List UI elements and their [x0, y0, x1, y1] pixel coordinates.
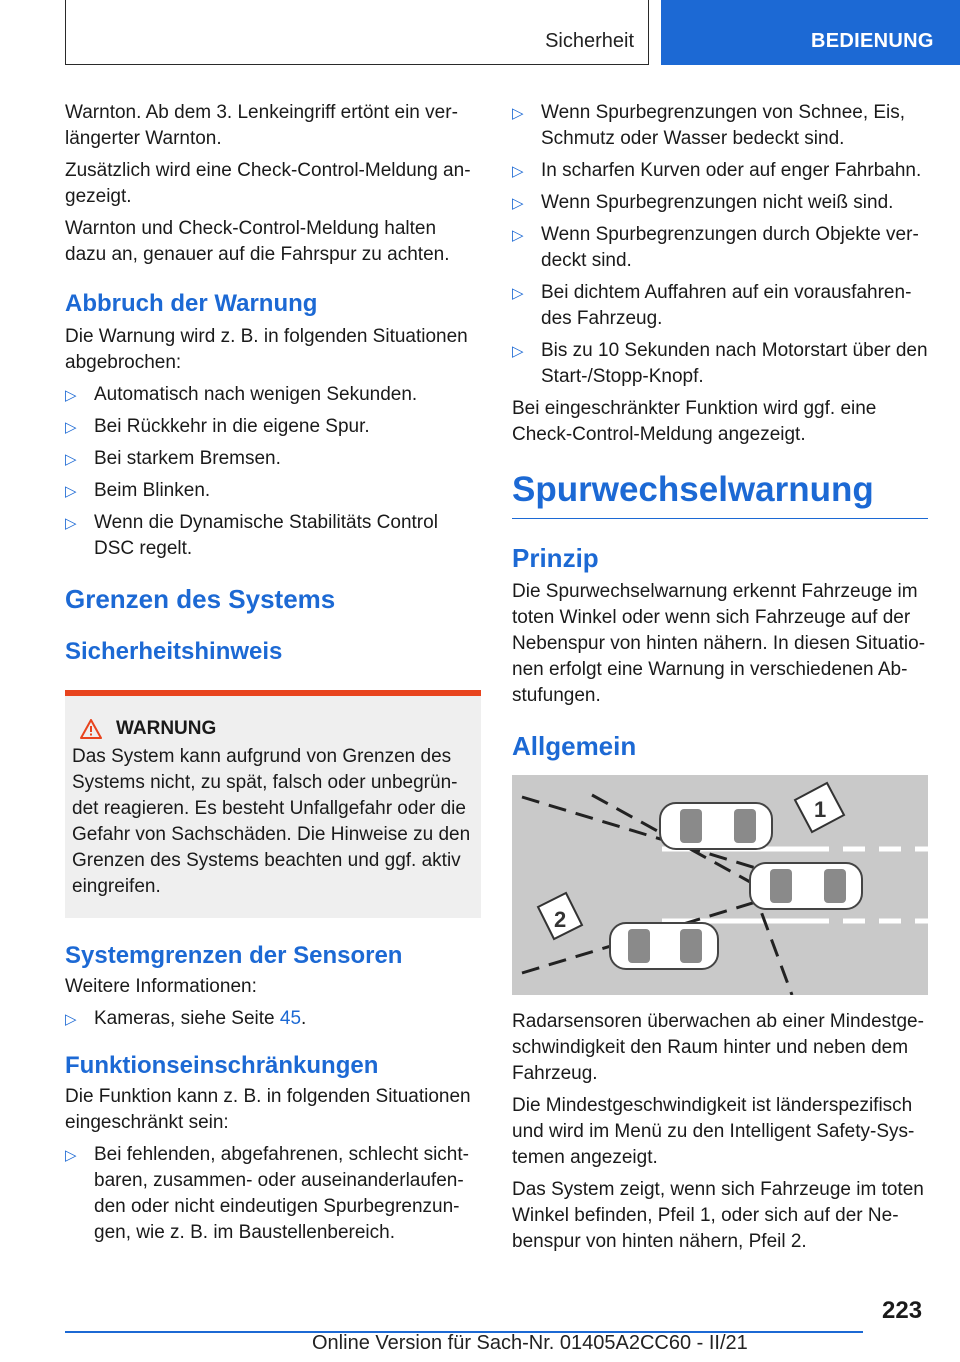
heading-funktion: Funktionseinschränkungen [65, 1052, 379, 1079]
list-item: ▷ Bei Rückkehr in die eigene Spur. [65, 414, 481, 440]
heading-sicherheitshinweis: Sicherheitshinweis [65, 638, 283, 665]
heading-sensoren: Systemgrenzen der Sensoren [65, 942, 403, 969]
triangle-right-icon: ▷ [512, 105, 524, 122]
triangle-right-icon: ▷ [512, 163, 524, 180]
list-item: ▷ Bei dichtem Auffahren auf ein vorausfahrendes Fahrzeug. [512, 282, 912, 329]
triangle-right-icon: ▷ [512, 343, 524, 360]
list-item: ▷ Bei starkem Bremsen. [65, 446, 481, 472]
car-icon [660, 803, 772, 849]
list-item: ▷ Wenn Spurbegrenzungen nicht weiß sind. [512, 190, 928, 216]
triangle-right-icon: ▷ [512, 227, 524, 244]
page-link[interactable]: 45 [279, 1008, 302, 1029]
warning-triangle-icon [80, 719, 102, 739]
list-item: ▷ Kameras, siehe Seite 45. [65, 1006, 481, 1032]
paragraph: Die Spurwechselwarnung erkennt Fahrzeuge im toten Winkel oder wenn sich Fahrzeuge auf der Nebenspur von hinten nähern. In diesen Situationen erfolgt eine Warnung in verschiedenen Abstufungen. [512, 581, 926, 706]
list-item: ▷ In scharfen Kurven oder auf enger Fahrbahn. [512, 158, 928, 184]
paragraph: Warnton und Check-Control-Meldung halten dazu an, genauer auf die Fahrspur zu achten. [65, 218, 450, 265]
paragraph: Warnton. Ab dem 3. Lenkeingriff ertönt ein verlängerter Warnton. [65, 102, 458, 149]
lane-change-figure [512, 775, 928, 995]
paragraph: Die Mindestgeschwindigkeit ist länderspezifisch und wird im Menü zu den Intelligent Safety-Systemen angezeigt. [512, 1095, 915, 1168]
paragraph: Radarsensoren überwachen ab einer Mindestgeschwindigkeit den Raum hinter und neben dem Fahrzeug. [512, 1011, 924, 1084]
warning-box [65, 690, 481, 918]
header-tab [661, 0, 960, 65]
list-item: ▷ Wenn die Dynamische Stabilitäts Control DSC regelt. [65, 512, 438, 559]
triangle-right-icon: ▷ [512, 195, 524, 212]
triangle-right-icon: ▷ [65, 451, 77, 468]
warning-label: WARNUNG [116, 718, 217, 739]
triangle-right-icon: ▷ [65, 387, 77, 404]
list-item: ▷ Bis zu 10 Sekunden nach Motorstart über den Start-/Stopp-Knopf. [512, 340, 928, 387]
right-column [512, 100, 928, 1261]
car-icon [750, 863, 862, 909]
list-item: ▷ Wenn Spurbegrenzungen von Schnee, Eis, Schmutz oder Wasser bedeckt sind. [512, 102, 906, 149]
warning-header [72, 718, 471, 740]
list-item: ▷ Beim Blinken. [65, 478, 481, 504]
heading-prinzip: Prinzip [512, 543, 599, 573]
triangle-right-icon: ▷ [512, 285, 524, 302]
paragraph: Die Funktion kann z. B. in folgenden Situationen eingeschränkt sein: [65, 1086, 471, 1133]
heading-abbruch: Abbruch der Warnung [65, 290, 318, 317]
list-item: ▷ Automatisch nach wenigen Sekunden. [65, 382, 481, 408]
limitation-list [512, 100, 928, 390]
lane-change-illustration [512, 775, 928, 995]
sensor-list [65, 1006, 481, 1032]
header-section-box [65, 0, 649, 65]
footer-online-version: Online Version für Sach-Nr. 01405A2CC60 - II/21 [312, 1332, 748, 1354]
heading-grenzen: Grenzen des Systems [65, 584, 336, 614]
paragraph: Weitere Informationen: [65, 976, 257, 997]
triangle-right-icon: ▷ [65, 483, 77, 500]
svg-text:1: 1 [814, 797, 827, 822]
triangle-right-icon: ▷ [65, 515, 77, 532]
page-number: 223 [882, 1297, 923, 1324]
triangle-right-icon: ▷ [65, 419, 77, 436]
paragraph: Bei eingeschränkter Funktion wird ggf. eine Check-Control-Meldung angezeigt. [512, 398, 877, 445]
paragraph: Zusätzlich wird eine Check-Control-Meldung angezeigt. [65, 160, 471, 207]
list-item: ▷ Wenn Spurbegrenzungen durch Objekte verdeckt sind. [512, 224, 919, 271]
paragraph: Das System zeigt, wenn sich Fahrzeuge im toten Winkel befinden, Pfeil 1, oder sich auf der Nebenspur von hinten nähern, Pfeil 2. [512, 1179, 924, 1252]
funktion-list [65, 1142, 481, 1246]
chapter-title: Spurwechselwarnung [512, 470, 928, 519]
header-tab-label: BEDIENUNG [811, 30, 934, 52]
abbruch-list [65, 382, 481, 562]
paragraph: Die Warnung wird z. B. in folgenden Situationen abgebrochen: [65, 326, 468, 373]
triangle-right-icon: ▷ [65, 1147, 77, 1164]
header-section-title: Sicherheit [545, 30, 634, 52]
triangle-right-icon: ▷ [65, 1011, 77, 1028]
list-item: ▷ Bei fehlenden, abgefahrenen, schlecht sichtbaren, zusammen- oder auseinanderlaufenden oder nicht eindeutigen Spurbegrenzungen, wie z. B. im Baustellenbereich. [65, 1144, 469, 1243]
warning-text: Das System kann aufgrund von Grenzen des Systems nicht, zu spät, falsch oder unbegründet reagieren. Es besteht Unfallgefahr oder die Gefahr von Sachschäden. Die Hinweise zu den Grenzen des Systems beachten und ggf. aktiv eingreifen. [72, 746, 471, 897]
car-icon [610, 923, 718, 969]
heading-allgemein: Allgemein [512, 731, 637, 761]
svg-text:2: 2 [554, 907, 567, 932]
left-column [65, 100, 481, 1252]
